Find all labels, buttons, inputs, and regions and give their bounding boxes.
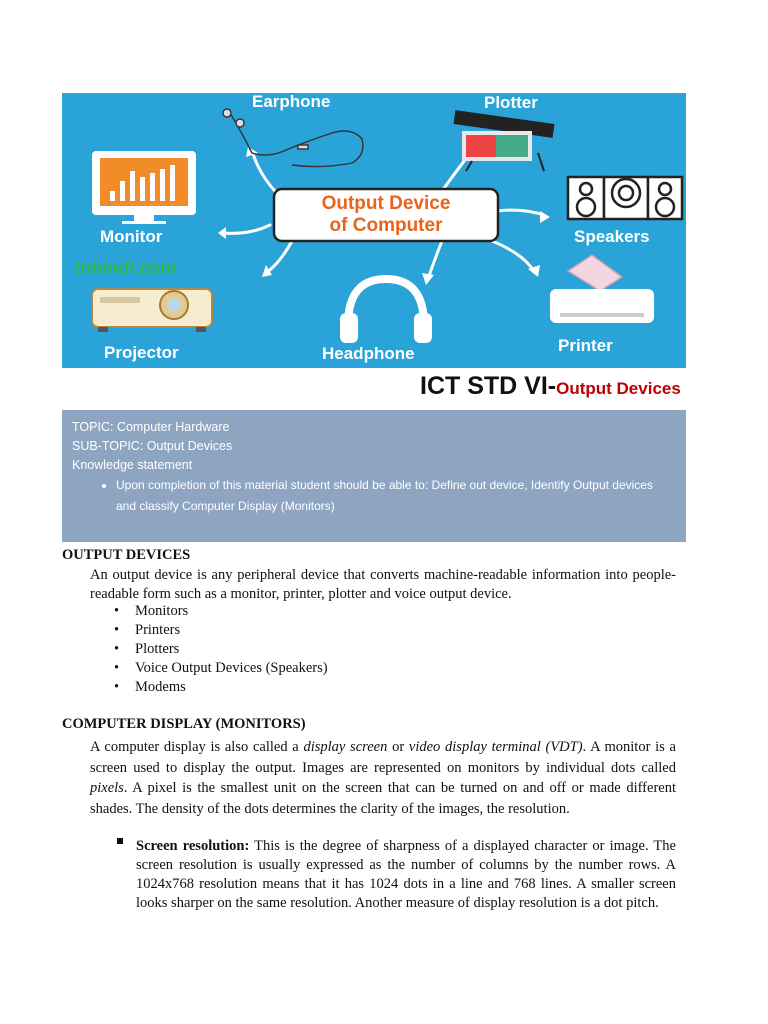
plotter-label: Plotter bbox=[484, 93, 538, 112]
computer-display-title: COMPUTER DISPLAY (MONITORS) bbox=[62, 716, 306, 732]
speakers-icon bbox=[568, 177, 682, 219]
arrow-monitor bbox=[222, 225, 270, 233]
list-item: • Plotters bbox=[112, 640, 328, 659]
display-screen-term: display screen bbox=[303, 739, 388, 755]
speakers-label: Speakers bbox=[574, 227, 650, 246]
output-devices-banner bbox=[62, 93, 686, 368]
list-item: • Printers bbox=[112, 621, 328, 640]
arrow-printer bbox=[492, 241, 534, 271]
printer-label: Printer bbox=[558, 336, 613, 355]
square-bullet-icon bbox=[117, 838, 123, 844]
vdt-term: video display terminal (VDT) bbox=[408, 739, 583, 755]
projector-icon bbox=[92, 289, 212, 332]
arrow-projector bbox=[266, 241, 292, 273]
list-item: • Modems bbox=[112, 678, 328, 697]
monitor-icon bbox=[92, 151, 196, 224]
computer-display-paragraph: A computer display is also called a display screen or video display terminal (VDT). A monitor is a screen used to display the output. Images are represented on monitors by individual dots called pixels. A pixel is the smallest unit on the screen that can be turned on and off or made different shades. The density of the dots determines the clarity of the images, the resolution. bbox=[90, 739, 676, 817]
screen-resolution-paragraph: Screen resolution: This is the degree of sharpness of a displayed character or image. The screen resolution is usually expressed as the number of columns by the number rows. A 1024x768 resolution means that it has 1024 dots in a line and 768 lines. A smaller screen looks sharper on the same resolution. Another measure of display resolution is a dot pitch. bbox=[136, 838, 676, 911]
topic-box bbox=[62, 410, 686, 542]
center-title-line1: Output Device bbox=[321, 193, 451, 214]
pixels-term: pixels bbox=[90, 780, 124, 796]
plotter-icon bbox=[454, 110, 555, 171]
output-devices-title: OUTPUT DEVICES bbox=[62, 547, 191, 563]
monitor-label: Monitor bbox=[100, 227, 163, 246]
output-devices-list bbox=[112, 602, 328, 697]
projector-label: Projector bbox=[104, 343, 179, 362]
earphone-label: Earphone bbox=[252, 93, 331, 111]
heading-accent: Output Devices bbox=[556, 379, 681, 398]
knowledge-statement-label: Knowledge statement bbox=[72, 458, 193, 472]
heading-main: ICT STD VI- bbox=[420, 372, 557, 400]
page-heading bbox=[420, 372, 681, 401]
arrow-speakers bbox=[498, 210, 544, 215]
earphone-icon bbox=[223, 109, 363, 167]
topic-line: TOPIC: Computer Hardware bbox=[72, 420, 230, 434]
knowledge-bullet: • Upon completion of this material student should be able to: Define out device, Identify Output devices and classify Computer Display (Monitors) bbox=[116, 475, 676, 517]
printer-icon bbox=[550, 255, 654, 323]
list-item: • Monitors bbox=[112, 602, 328, 621]
headphone-label: Headphone bbox=[322, 344, 415, 363]
center-title-line2: of Computer bbox=[329, 215, 443, 236]
list-item: • Voice Output Devices (Speakers) bbox=[112, 659, 328, 678]
screen-resolution-label: Screen resolution: bbox=[136, 838, 250, 854]
headphone-icon bbox=[340, 279, 432, 343]
watermark: tnhindi.com bbox=[74, 258, 176, 278]
center-title-box bbox=[274, 189, 498, 241]
arrow-headphone bbox=[428, 241, 442, 279]
subtopic-line: SUB-TOPIC: Output Devices bbox=[72, 439, 233, 453]
output-devices-intro: An output device is any peripheral device that converts machine-readable information into people-readable form such as a monitor, printer, plotter and voice output device. bbox=[90, 567, 676, 602]
